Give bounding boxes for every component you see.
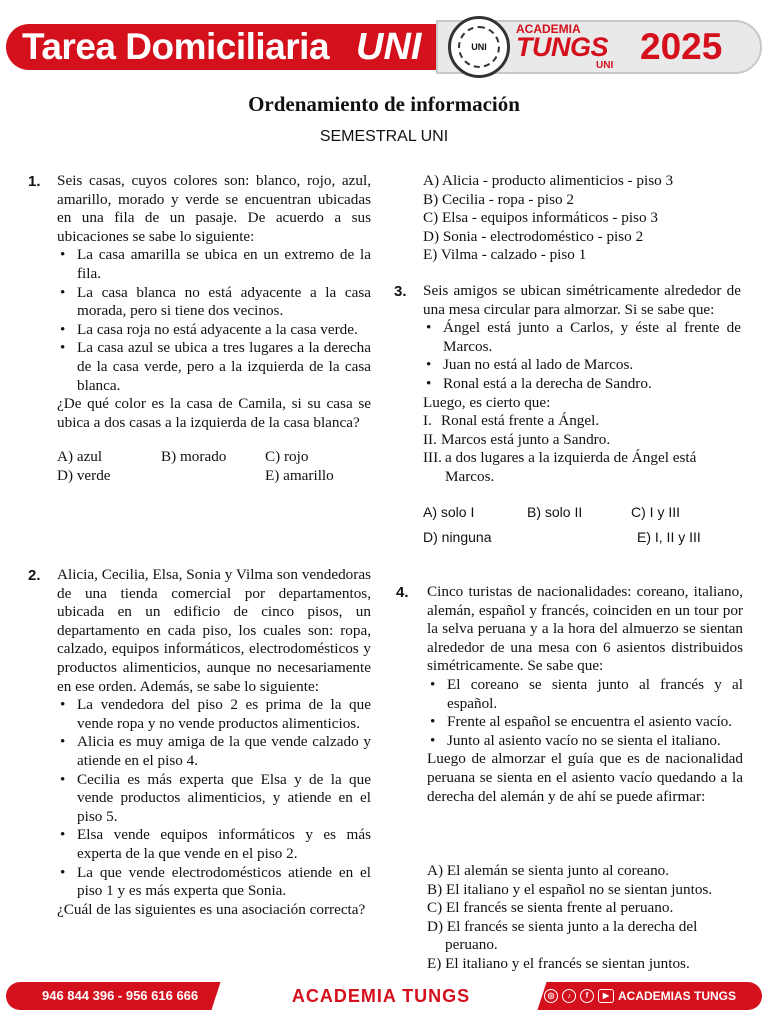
footer-brand: ACADEMIA TUNGS [291, 986, 471, 1006]
option-b: B) morado [161, 448, 227, 466]
question-4-conditions [427, 676, 743, 750]
option-b: B) El italiano y el español no se sientan juntos. [427, 880, 713, 898]
list-item: • La vendedora del piso 2 es prima de la que vende ropa y no vende productos alimenticios. [57, 696, 371, 733]
seal-text: UNI [458, 26, 500, 68]
question-2-question: ¿Cuál de las siguientes es una asociación correcta? [57, 900, 366, 918]
option-a: A) Alicia - producto alimenticios - piso 3 [423, 172, 674, 189]
list-item: • La casa azul se ubica a tres lugares a la derecha de la casa verde, pero a la izquierda de la casa blanca. [57, 339, 371, 395]
brand-tungs-uni: UNI [596, 60, 614, 71]
brand-academia: ACADEMIA [516, 22, 581, 36]
question-1 [57, 172, 371, 488]
question-3-options [423, 503, 741, 547]
question-3-conditions [423, 319, 741, 393]
footer-bar [6, 982, 762, 1010]
question-4 [427, 583, 743, 806]
question-4-question: Luego de almorzar el guía que es de nacionalidad peruana se sienta en el asiento vacío quedando a la derecha del alemán y de ahí se puede afirmar: [427, 750, 743, 805]
list-item: • La casa blanca no está adyacente a la casa morada, pero si tiene dos vecinos. [57, 284, 371, 321]
question-3-lead: Luego, es cierto que: [423, 393, 551, 411]
statement-1: I. Ronal está frente a Ángel. [423, 412, 600, 430]
header-red-band [6, 24, 456, 70]
question-1-conditions [57, 246, 371, 395]
header-banner [6, 18, 762, 78]
header-uni: UNI [356, 26, 422, 68]
question-1-question: ¿De qué color es la casa de Camila, si su casa se ubica a dos casas a la izquierda de la casa blanca? [57, 395, 371, 431]
option-a: A) solo I [423, 503, 475, 520]
list-item: • Ronal está a la derecha de Sandro. [423, 375, 741, 394]
question-3 [423, 282, 741, 547]
option-e: E) Vilma - calzado - piso 1 [423, 246, 587, 264]
option-e: E) El italiano y el francés se sientan juntos. [427, 954, 690, 972]
option-a: A) El alemán se sienta junto al coreano. [427, 862, 670, 879]
footer-social [544, 982, 736, 1010]
question-4-number: 4. [396, 584, 409, 601]
option-d: D) Sonia - electrodoméstico - piso 2 [423, 227, 644, 245]
statement-3: III. a dos lugares a la izquierda de Ángel está Marcos. [423, 449, 697, 485]
question-2-number: 2. [28, 567, 41, 584]
header-year: 2025 [640, 26, 723, 67]
page-title: Ordenamiento de información [248, 92, 520, 116]
option-a: A) azul [57, 448, 103, 466]
option-c: C) Elsa - equipos informáticos - piso 3 [423, 209, 658, 227]
option-c: C) El francés se sienta frente al peruano. [427, 899, 674, 917]
question-4-options [427, 862, 743, 974]
footer-social-handle: ACADEMIAS TUNGS [618, 989, 737, 1003]
list-item: • La que vende electrodomésticos atiende en el piso 1 y es más experta que Sonia. [57, 864, 371, 901]
question-2-options [423, 172, 743, 265]
list-item: • Alicia es muy amiga de la que vende calzado y atiende en el piso 4. [57, 733, 371, 770]
facebook-icon[interactable]: f [580, 989, 594, 1003]
question-2-intro: Alicia, Cecilia, Elsa, Sonia y Vilma son vendedoras de una tienda comercial por departamentos, ubicada en un edificio de cinco pisos, un departamento en cada piso, los cuales son: ropa, calzado, equipos informáticos, electrodomésticos y productos alimenticios, aunque no necesariamente en ese orden. Además, se sabe lo siguiente: [57, 566, 371, 695]
list-item: • La casa roja no está adyacente a la casa verde. [57, 321, 371, 340]
instagram-icon[interactable]: ◎ [544, 989, 558, 1003]
list-item: • La casa amarilla se ubica en un extremo de la fila. [57, 246, 371, 283]
option-d: D) verde [57, 467, 111, 485]
option-b: B) solo II [527, 503, 583, 520]
list-item: • Juan no está al lado de Marcos. [423, 356, 741, 375]
option-c: C) rojo [265, 448, 309, 466]
question-2-conditions [57, 696, 371, 901]
question-1-options [57, 448, 371, 488]
option-b: B) Cecilia - ropa - piso 2 [423, 190, 574, 208]
option-d: D) El francés se sienta junto a la derecha del peruano. [427, 917, 698, 954]
tiktok-icon[interactable]: ♪ [562, 989, 576, 1003]
uni-seal-logo [448, 16, 510, 78]
question-3-number: 3. [394, 283, 407, 300]
question-2 [57, 566, 371, 919]
question-4-intro: Cinco turistas de nacionalidades: coreano, italiano, alemán, español y francés, coinciden en un tour por la selva peruana y a la hora del almuerzo se sientan alrededor de una mesa con 6 asientos distribuidos simétricamente. Se sabe que: [427, 583, 743, 675]
page-subtitle: SEMESTRAL UNI [319, 128, 449, 145]
brand-tungs: TUNGS [516, 32, 608, 62]
list-item: • Junto al asiento vacío no se sienta el italiano. [427, 732, 743, 751]
footer-phone: 946 844 396 - 956 616 666 [42, 988, 199, 1003]
question-3-intro: Seis amigos se ubican simétricamente alrededor de una mesa circular para almorzar. Si se sabe que: [423, 282, 741, 318]
question-1-intro: Seis casas, cuyos colores son: blanco, rojo, azul, amarillo, morado y verde se encuentran ubicadas en una fila de un pasaje. De acuerdo a sus ubicaciones se sabe lo siguiente: [57, 172, 371, 245]
list-item: • Ángel está junto a Carlos, y éste al frente de Marcos. [423, 319, 741, 356]
list-item: • Frente al español se encuentra el asiento vacío. [427, 713, 743, 732]
option-e: E) amarillo [265, 467, 334, 485]
youtube-icon[interactable]: ▶ [598, 989, 614, 1003]
statement-2: II. Marcos está junto a Sandro. [423, 430, 611, 448]
list-item: • Cecilia es más experta que Elsa y de la que vende productos alimenticios, y atiende en el piso 5. [57, 771, 371, 827]
question-1-number: 1. [28, 173, 41, 190]
option-e: E) I, II y III [637, 528, 701, 545]
option-c: C) I y III [631, 503, 680, 520]
list-item: • El coreano se sienta junto al francés y al español. [427, 676, 743, 713]
option-d: D) ninguna [423, 528, 492, 545]
header-title: Tarea Domiciliaria [22, 26, 330, 67]
list-item: • Elsa vende equipos informáticos y es más experta de la que vende en el piso 2. [57, 826, 371, 863]
